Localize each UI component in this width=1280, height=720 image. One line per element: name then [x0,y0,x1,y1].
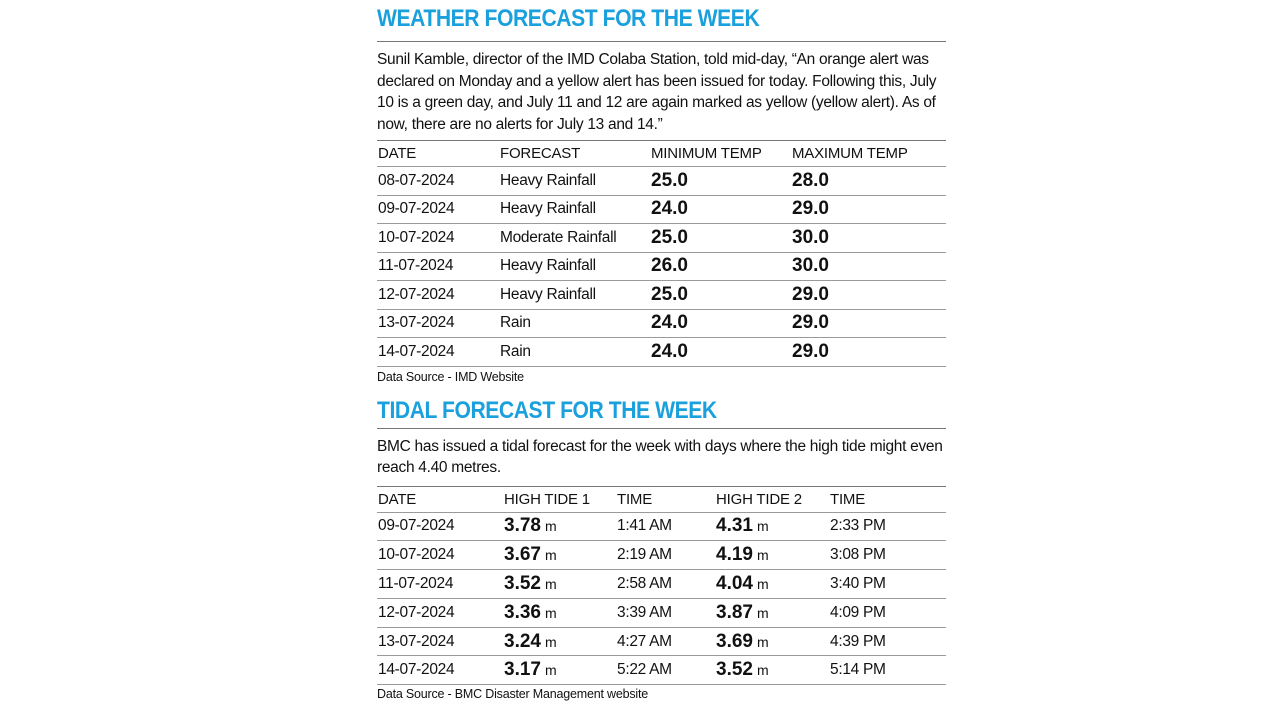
tide-high-tide-2 [715,656,829,685]
weather-max-temp: 29.0 [792,312,829,334]
weather-min-temp: 25.0 [651,169,688,191]
tide-height-unit: m [757,575,769,592]
weather-intro: Sunil Kamble, director of the IMD Colaba Station, told mid-day, “An orange alert was declared on Monday and a yellow alert has been issued for today. Following this, July 10 is a green day, and July 11 and 12 are again marked as yellow (yellow alert). As of now, there are no alerts for July 13 and 14.” [377,51,937,133]
weather-date: 10-07-2024 [378,228,455,246]
tide-time-2: 3:40 PM [830,574,886,592]
weather-forecast: Rain [500,342,531,360]
weather-min-temp: 24.0 [651,312,688,334]
tide-height-unit: m [757,518,769,535]
tide-time-2: 5:14 PM [830,661,886,679]
tide-row [377,570,946,599]
tide-header-time-2: TIME [830,490,866,508]
tide-high-tide-1 [503,598,616,627]
tide-height-value: 4.04 [716,572,753,594]
tide-time-2: 3:08 PM [830,546,886,564]
tide-date: 12-07-2024 [378,603,455,621]
weather-date: 09-07-2024 [378,200,455,218]
tide-section-title: TIDAL FORECAST FOR THE WEEK [377,396,717,424]
weather-header-date: DATE [378,145,417,162]
tide-height-unit: m [757,604,769,621]
tide-header-high-tide-2: HIGH TIDE 2 [716,490,802,508]
weather-forecast: Heavy Rainfall [500,257,596,275]
tide-header-time-1: TIME [617,490,653,508]
tide-time-1: 2:58 AM [617,574,672,592]
weather-max-temp: 28.0 [792,169,829,191]
tide-time-2: 4:39 PM [830,632,886,650]
tide-height-value: 3.87 [716,601,753,623]
tide-header-date: DATE [378,490,417,508]
tide-height-value: 3.24 [504,630,541,652]
tide-date: 10-07-2024 [378,546,455,564]
tide-height-unit: m [757,547,769,564]
weather-header-row [377,141,946,167]
tide-row [377,627,946,656]
weather-forecast: Heavy Rainfall [500,200,596,218]
weather-section-title: WEATHER FORECAST FOR THE WEEK [377,5,760,32]
weather-table-body [377,167,946,367]
weather-row [377,281,946,310]
tide-high-tide-2 [715,512,829,541]
tide-high-tide-1 [503,512,616,541]
weather-row [377,167,946,196]
tide-height-unit: m [545,604,557,621]
weather-max-temp: 30.0 [792,255,829,277]
weather-table [377,140,946,367]
tide-date: 11-07-2024 [378,574,454,592]
weather-max-temp: 29.0 [792,283,829,305]
tide-high-tide-2 [715,627,829,656]
weather-min-temp: 25.0 [651,283,688,305]
tide-row [377,541,946,570]
weather-header-min-temp: MINIMUM TEMP [651,145,762,162]
tide-height-unit: m [757,633,769,650]
tide-high-tide-1 [503,541,616,570]
tide-data-source: Data Source - BMC Disaster Management website [377,687,648,702]
weather-row [377,309,946,338]
tide-time-2: 4:09 PM [830,603,886,621]
tide-height-value: 3.69 [716,630,753,652]
tide-height-value: 3.36 [504,601,541,623]
tide-height-unit: m [545,575,557,592]
tide-date: 13-07-2024 [378,632,455,650]
tide-height-unit: m [545,518,557,535]
weather-min-temp: 24.0 [651,340,688,362]
weather-header-forecast: FORECAST [500,145,581,162]
weather-forecast: Rain [500,314,531,332]
weather-row [377,224,946,253]
weather-row [377,338,946,367]
weather-date: 11-07-2024 [378,257,454,275]
tide-high-tide-2 [715,570,829,599]
weather-max-temp: 30.0 [792,226,829,248]
weather-header-max-temp: MAXIMUM TEMP [792,145,908,162]
weather-row [377,195,946,224]
tide-height-value: 3.67 [504,544,541,566]
tide-height-value: 3.52 [716,659,753,681]
tide-row [377,598,946,627]
tide-date: 09-07-2024 [378,517,455,535]
tide-high-tide-1 [503,656,616,685]
weather-min-temp: 26.0 [651,255,688,277]
tide-header-high-tide-1: HIGH TIDE 1 [504,490,590,508]
tide-height-unit: m [545,662,557,679]
tide-time-1: 2:19 AM [617,546,672,564]
tide-height-unit: m [757,662,769,679]
tide-row [377,656,946,685]
tide-height-value: 3.78 [504,515,541,537]
weather-forecast: Heavy Rainfall [500,285,596,303]
tide-height-value: 4.31 [716,515,753,537]
tide-time-2: 2:33 PM [830,517,886,535]
tide-high-tide-2 [715,541,829,570]
tide-high-tide-1 [503,570,616,599]
tide-high-tide-1 [503,627,616,656]
weather-max-temp: 29.0 [792,340,829,362]
weather-date: 14-07-2024 [378,342,455,360]
tide-height-value: 3.52 [504,572,541,594]
weather-forecast: Heavy Rainfall [500,171,596,189]
tide-table-body [377,512,946,685]
tide-row [377,512,946,541]
weather-row [377,252,946,281]
tide-time-1: 3:39 AM [617,603,672,621]
tide-high-tide-2 [715,598,829,627]
tide-height-value: 3.17 [504,659,541,681]
tide-intro: BMC has issued a tidal forecast for the week with days where the high tide might even reach 4.40 metres. [377,437,943,476]
tide-height-unit: m [545,547,557,564]
weather-forecast: Moderate Rainfall [500,228,617,246]
tide-date: 14-07-2024 [378,661,455,679]
weather-date: 13-07-2024 [378,314,455,332]
tide-time-1: 1:41 AM [617,517,672,535]
weather-date: 08-07-2024 [378,171,455,189]
weather-min-temp: 25.0 [651,226,688,248]
tide-header-row [377,486,946,512]
tide-height-value: 4.19 [716,544,753,566]
tide-table [377,486,946,686]
weather-data-source: Data Source - IMD Website [377,369,524,384]
tide-time-1: 5:22 AM [617,661,672,679]
weather-max-temp: 29.0 [792,198,829,220]
tide-height-unit: m [545,633,557,650]
tide-time-1: 4:27 AM [617,632,672,650]
weather-date: 12-07-2024 [378,285,455,303]
weather-min-temp: 24.0 [651,198,688,220]
article-column [377,0,946,701]
